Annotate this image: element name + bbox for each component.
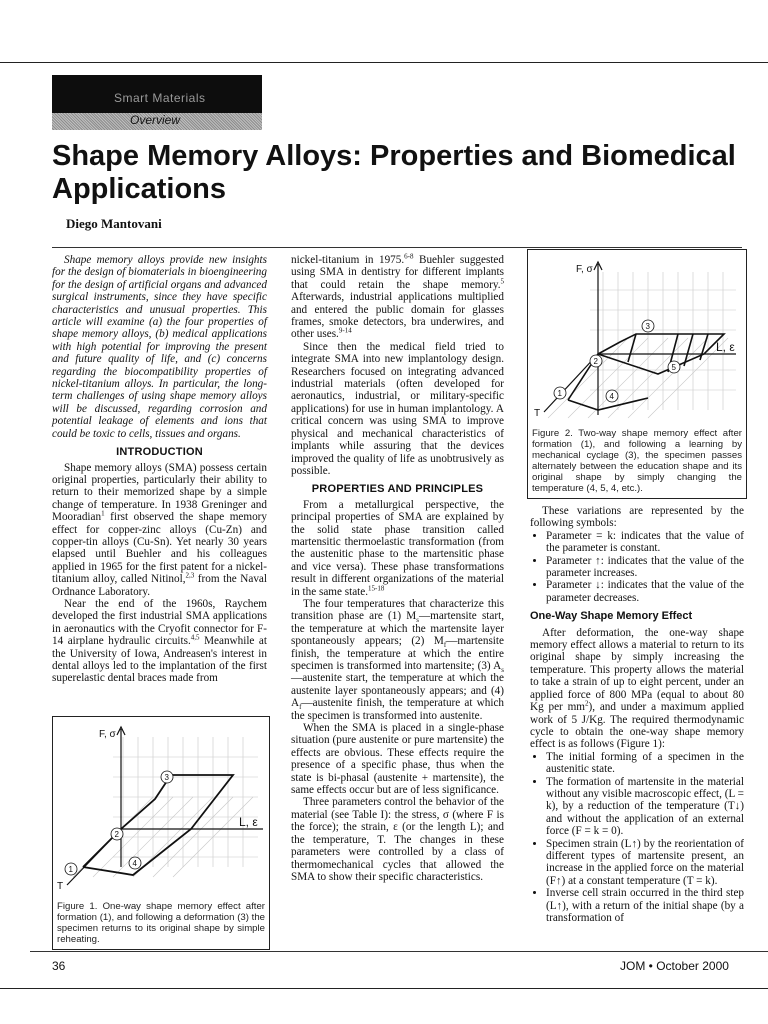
intro-p1b-text: first observed the shape memory effect for copper-zinc alloys (Cu-Zn) and copper-tin alloys (Cu-Sn). Yet nearly 30 years elapsed until Buehler and his colleagues applied in 1965 for the first patent for a nickel-titanium alloy, called Nitinol, xyxy=(52,511,267,586)
symbols-list xyxy=(530,530,744,604)
sub-af: f xyxy=(299,703,302,712)
intro-p1c-text: from the Naval Ordnance Laboratory. xyxy=(52,573,267,598)
journal-footer: JOM • October 2000 xyxy=(620,959,729,973)
col2-p1c-text: Afterwards, industrial applications multiplied and entered the public domain for glasses frames, smoke detectors, bra underwires, and other uses. xyxy=(291,291,504,341)
col2-p4d: —austenite start, the temperature at which the austenite layer spontaneously appears; and (4) A xyxy=(291,672,504,710)
ref-5: 5 xyxy=(500,277,504,286)
col2-paragraph-3 xyxy=(291,499,504,598)
figure-1 xyxy=(52,716,270,950)
column-1 xyxy=(52,254,267,685)
symbol-item-constant: • Parameter = k: indicates that the value of the parameter is constant. xyxy=(546,530,744,555)
col2-paragraph-6: Three parameters control the behavior of the material (see Table I): the stress, σ (where F is the force); the strain, ε (or the length L); and the temperature, T. The changes in these parameters were controlled by a class of thermomechanical cycles that allowed the SMA to show their specific characteristics. xyxy=(291,796,504,883)
intro-paragraph-1 xyxy=(52,462,267,598)
sub-f: f xyxy=(443,641,447,650)
figure-2-diagram xyxy=(528,250,746,440)
intro-p1-text: Shape memory alloys (SMA) possess certain original properties, particularly their ability to return to their memorized shape by a simple change of temperature. In 1938 Greninger and Mooradian xyxy=(52,461,267,524)
symbols-intro: These variations are represented by the following symbols: xyxy=(530,505,744,530)
col2-paragraph-2: Since then the medical field tried to integrate SMA into new implantology design. Researchers focused on integrating advanced industrial materials (often developed for aeronautics, industrial, or military-specific applications) for use in human implantology. A critical concern was using SMA to improve physical and mechanical characteristics of implants while assuring that the devices improved the quality of life as unobtrusively as possible. xyxy=(291,340,504,477)
symbol-item-increase: • Parameter ↑: indicates that the value of the parameter increases. xyxy=(546,555,744,580)
banner-subsection-label: Overview xyxy=(130,113,181,127)
col2-p4e: —austenite finish, the temperature at which the specimen is transformed into austenite. xyxy=(291,697,504,722)
header-rule xyxy=(52,247,742,248)
col2-p4a: The four temperatures that characterize this transition phase are (1) M xyxy=(291,597,504,623)
col2-p3-text: From a metallurgical perspective, the principal properties of SMA are explained by the solid state phase transition called martensitic thermoelastic transformation (from the austenitic phase to the martensitic phase and vice versa). These phase transformations result in different organizations of the material in the same state. xyxy=(291,498,504,598)
one-way-paragraph xyxy=(530,627,744,751)
cycle-steps-list xyxy=(530,751,744,925)
ref-9-14: 9-14 xyxy=(338,326,352,335)
col2-paragraph-1 xyxy=(291,254,504,341)
figure-2-caption: Figure 2. Two-way shape memory effect after formation (1), and following a learning by mechanical cyclage (3), the specimen passes alternately between the education shape and its original shape by simply changing the temperature (4, 5, 4, etc.). xyxy=(532,428,742,494)
abstract: Shape memory alloys provide new insights for the design of biomaterials in bioengineering for the design of artificial organs and advanced surgical instruments, since they have specific characteristics and unusual properties. This article will examine (a) the four properties of shape memory alloys, (b) medical applications with high potential for improving the present and future quality of life, and (c) concerns regarding the biocompatibility properties of nickel-titanium alloys. In particular, the long-term challenges of using shape memory alloys will be discussed, regarding corrosion and potential leakage of elements and ions that could be toxic to cells, tissues and organs. xyxy=(52,254,267,440)
intro-p2b-text: Meanwhile at the University of Iowa, Andreasen's interest in dental alloys led to the implantation of the first superelastic dental braces made from xyxy=(52,635,267,685)
banner-subsection xyxy=(52,113,262,130)
banner-section: Smart Materials xyxy=(114,91,206,105)
fig1-axis-y: F, σ xyxy=(99,729,116,740)
ref-2-3: 2,3 xyxy=(185,571,195,580)
col2-paragraph-4 xyxy=(291,598,504,722)
article-title: Shape Memory Alloys: Properties and Biomedical Applications xyxy=(52,140,736,205)
col2-p4b: —martensite start, the temperature at which the martensite layer spontaneously appears; (2) M xyxy=(291,610,505,648)
introduction-heading: INTRODUCTION xyxy=(116,446,203,459)
intro-paragraph-2 xyxy=(52,598,267,685)
ref-6-8: 6-8 xyxy=(404,252,414,261)
ref-1: 1 xyxy=(101,509,105,518)
col2-p1-text: nickel-titanium in 1975. xyxy=(291,254,405,266)
cycle-step-1: • The initial forming of a specimen in the austenitic state. xyxy=(546,751,744,776)
cycle-step-3: • Specimen strain (L↑) by the reorientation of different types of martensite present, an increase in the applied force on the material (F↑) at a constant temperature (T = k). xyxy=(546,838,744,888)
properties-heading: PROPERTIES AND PRINCIPLES xyxy=(311,483,484,496)
sub-s: s xyxy=(416,616,419,625)
fig2-axis-y: F, σ xyxy=(576,264,593,275)
fig1-axis-t: T xyxy=(57,881,64,892)
col2-p1b-text: Buehler suggested using SMA in dentistry for different implants that could retain the shape memory. xyxy=(291,254,504,291)
ref-4-5: 4,5 xyxy=(190,633,200,642)
top-rule xyxy=(0,62,768,63)
sup-2: 2 xyxy=(585,699,589,708)
one-way-heading: One-Way Shape Memory Effect xyxy=(530,610,693,623)
fig1-marker-2: 2 xyxy=(114,830,119,839)
figure-1-diagram xyxy=(53,717,269,897)
sub-as: s xyxy=(501,666,504,675)
column-2 xyxy=(291,254,504,883)
banner-top xyxy=(52,75,262,113)
col2-p4c: —martensite finish, the temperature at which the entire specimen is transformed into martensite; (3) A xyxy=(291,635,504,672)
fig1-marker-1: 1 xyxy=(68,865,73,874)
page-number: 36 xyxy=(52,959,66,973)
fig2-marker-1: 1 xyxy=(557,389,562,398)
fig1-marker-4: 4 xyxy=(132,859,137,868)
fig2-marker-3: 3 xyxy=(645,322,650,331)
intro-p2-text: Near the end of the 1960s, Raychem developed the first industrial SMA applications in aeronautics with the Cryofit connector for F-14 airplane hydraulic circuits. xyxy=(52,597,267,648)
curve-1-path xyxy=(83,775,233,875)
fig1-axis-x: L, ε xyxy=(239,815,258,829)
section-banner xyxy=(52,75,262,130)
author-name: Diego Mantovani xyxy=(66,216,162,231)
symbol-item-decrease: • Parameter ↓: indicates that the value of the parameter decreases. xyxy=(546,579,744,604)
cycle-step-4: • Inverse cell strain occurred in the third step (L↑), with a return of the initial shape (by a transformation of xyxy=(546,887,744,924)
fig2-axis-t: T xyxy=(534,408,541,419)
fig2-marker-5: 5 xyxy=(671,363,676,372)
figure-2 xyxy=(527,249,747,499)
fig1-marker-3: 3 xyxy=(164,773,169,782)
col3-p1b: ), and under a maximum applied work of 5 J/Kg. The required thermodynamic cycle to obtain the one-way shape memory effect is as follows (Figure 1): xyxy=(530,701,744,751)
footer-rule xyxy=(30,951,768,952)
cycle-step-2: • The formation of martensite in the material without any visible macroscopic effect, (L = k), by a reduction of the temperature (T↓) and without the application of an external force (F = k = 0). xyxy=(546,776,744,838)
fig2-marker-4: 4 xyxy=(609,392,614,401)
fig2-marker-2: 2 xyxy=(593,357,598,366)
col3-p1a: After deformation, the one-way shape memory effect allows a material to return to its original shape by simply increasing the temperature. This property allows the material to take a strain of up to eight percent, under an applied force of 800 MPa (equal to about 80 Kg per mm xyxy=(530,626,744,714)
col2-paragraph-5: When the SMA is placed in a single-phase situation (pure austenite or pure martensite) the effects are obvious. These effects require the presence of a specific phase, thus when the state is bi-phasal (austenite + martensite), the same effects occur but are of less significance. xyxy=(291,722,504,797)
column-3 xyxy=(530,505,744,924)
ref-15-18: 15-18 xyxy=(368,583,385,592)
bottom-rule xyxy=(0,988,768,989)
figure-1-caption: Figure 1. One-way shape memory effect after formation (1), and following a deformation (3) the specimen returns to its original shape by simple reheating. xyxy=(57,901,265,945)
fig2-axis-x: L, ε xyxy=(716,340,735,354)
